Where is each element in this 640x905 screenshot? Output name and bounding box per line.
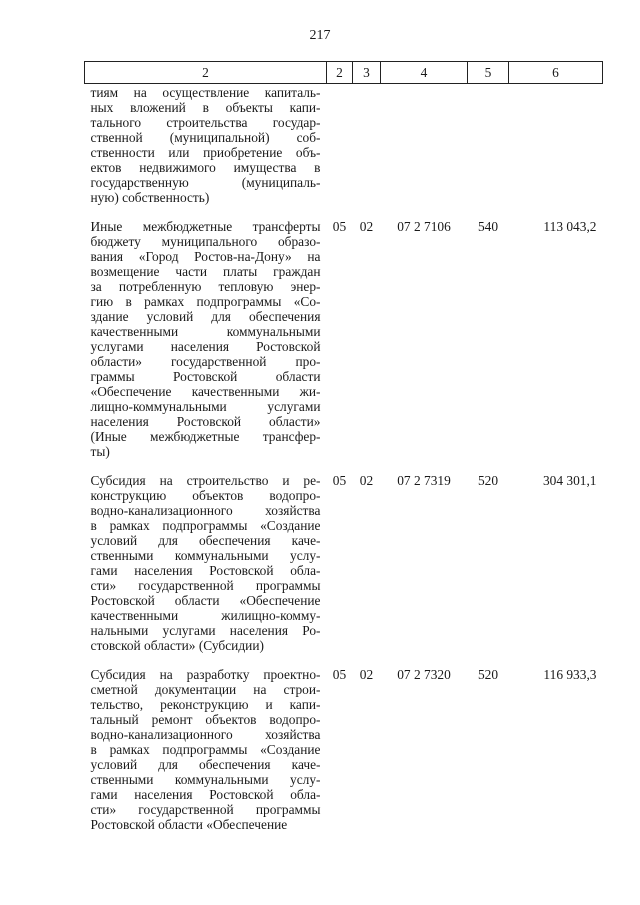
header-col-3: 3: [353, 62, 381, 84]
description-line: гами населения Ростовской обла-: [90, 787, 321, 802]
description-line: граммы Ростовской области: [90, 369, 321, 384]
row-rz: 05: [332, 473, 347, 488]
description-line: возмещение части платы граждан: [90, 264, 321, 279]
row-csr: 07 2 7106: [397, 219, 451, 234]
description-line: ственными коммунальными услу-: [90, 548, 321, 563]
row-sum: 116 933,3: [543, 667, 597, 682]
description-line: качественными жилищно-комму-: [90, 608, 321, 623]
header-col-2b: 2: [327, 62, 353, 84]
row-description: [85, 219, 327, 473]
description-line: лищно-коммунальными услугами: [90, 399, 321, 414]
description-line: Иные межбюджетные трансферты: [90, 219, 321, 234]
row-vr: 540: [477, 219, 499, 234]
description-line: ных вложений в объекты капи-: [90, 100, 321, 115]
page-number: 217: [309, 28, 331, 43]
row-pr: 02: [359, 473, 374, 488]
description-line: условий для обеспечения каче-: [90, 757, 321, 772]
description-line: «Обеспечение качественными жи-: [90, 384, 321, 399]
description-line: населения Ростовской области»: [90, 414, 321, 429]
description-line: тального строительства государ-: [90, 115, 321, 130]
header-col-5: 5: [468, 62, 509, 84]
description-line: конструкцию объектов водопро-: [90, 488, 321, 503]
row-csr: 07 2 7319: [397, 473, 451, 488]
description-line: государственную (муниципаль-: [90, 175, 321, 190]
row-description: [85, 667, 327, 846]
row-pr: 02: [359, 219, 374, 234]
row-rz: 05: [332, 667, 347, 682]
description-line: гами населения Ростовской обла-: [90, 563, 321, 578]
description-line: ную) собственность): [90, 190, 210, 205]
description-line: стовской области» (Субсидии): [90, 638, 264, 653]
description-line: сметной документации на строи-: [90, 682, 321, 697]
description-line: Ростовской области «Обеспечение: [90, 817, 288, 832]
description-line: ственными коммунальными услу-: [90, 772, 321, 787]
description-line: водно-канализационного хозяйства: [90, 503, 321, 518]
description-line: услугами населения Ростовской: [90, 339, 321, 354]
description-line: ственности или приобретение объ-: [90, 145, 321, 160]
description-line: ектов недвижимого имущества в: [90, 160, 321, 175]
continuation-description: [85, 84, 327, 220]
description-line: качественными коммунальными: [90, 324, 321, 339]
description-line: гию в рамках подпрограммы «Со-: [90, 294, 321, 309]
description-line: (Иные межбюджетные трансфер-: [90, 429, 321, 444]
description-line: сти» государственной программы: [90, 578, 321, 593]
description-line: Субсидия на строительство и ре-: [90, 473, 321, 488]
description-line: здание условий для обеспечения: [90, 309, 321, 324]
row-sum: 304 301,1: [542, 473, 597, 488]
description-line: бюджету муниципального образо-: [90, 234, 321, 249]
description-line: тальный ремонт объектов водопро-: [90, 712, 321, 727]
table-row: [85, 219, 603, 473]
description-line: тиям на осуществление капиталь-: [90, 85, 321, 100]
table-header-row: [85, 62, 603, 84]
row-csr: 07 2 7320: [397, 667, 451, 682]
header-col-2: 2: [85, 62, 327, 84]
row-vr: 520: [477, 473, 499, 488]
description-line: Субсидия на разработку проектно-: [90, 667, 321, 682]
row-description: [85, 473, 327, 667]
description-line: тельство, реконструкцию и капи-: [90, 697, 321, 712]
table-row: [85, 667, 603, 846]
description-line: ты): [90, 444, 110, 459]
row-vr: 520: [477, 667, 499, 682]
description-line: нальными услугами населения Ро-: [90, 623, 321, 638]
table-row: [85, 473, 603, 667]
row-rz: 05: [332, 219, 347, 234]
description-line: за потребленную тепловую энер-: [90, 279, 321, 294]
description-line: в рамках подпрограммы «Создание: [90, 518, 321, 533]
description-line: сти» государственной программы: [90, 802, 321, 817]
description-line: водно-канализационного хозяйства: [90, 727, 321, 742]
description-line: Ростовской области «Обеспечение: [90, 593, 321, 608]
description-line: области» государственной про-: [90, 354, 321, 369]
description-line: вания «Город Ростов-на-Дону» на: [90, 249, 321, 264]
header-col-4: 4: [381, 62, 468, 84]
description-line: в рамках подпрограммы «Создание: [90, 742, 321, 757]
row-sum: 113 043,2: [543, 219, 597, 234]
budget-table: [84, 61, 603, 846]
description-line: условий для обеспечения каче-: [90, 533, 321, 548]
row-pr: 02: [359, 667, 374, 682]
table-row-continuation: [85, 84, 603, 220]
header-col-6: 6: [509, 62, 603, 84]
description-line: ственной (муниципальной) соб-: [90, 130, 321, 145]
